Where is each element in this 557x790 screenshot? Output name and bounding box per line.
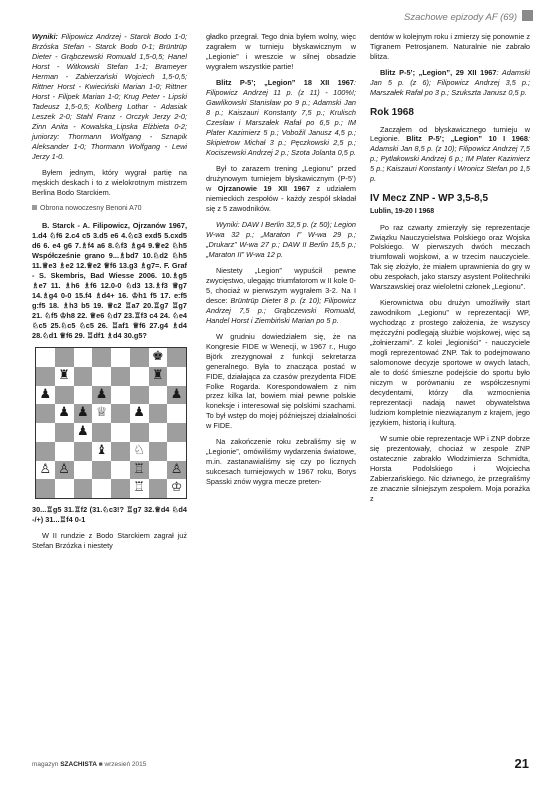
page-number: 21 [514,756,529,771]
chess-piece-square: ♟ [74,404,93,423]
chess-square [55,479,74,498]
chess-diagram [35,347,187,499]
results-label: Wyniki: [32,32,62,41]
chess-piece-square: ♟ [167,386,186,405]
chess-square [111,348,130,367]
chess-square [55,348,74,367]
paragraph: dentów w kolejnym roku i zmierzy się ponownie z Tigranem Petrosjanem. Naturalnie nie zabrało blitza. [370,32,530,61]
chess-square [36,404,55,423]
chess-piece-square: ♙ [36,461,55,480]
chess-square [149,442,168,461]
chess-square [111,442,130,461]
chess-square [55,442,74,461]
chess-square [130,386,149,405]
page-footer [32,758,529,772]
chess-piece-square: ♜ [55,367,74,386]
results-paragraph: Wyniki: DAW I Berlin 32,5 p. (z 50); Legion W-wa 32 p.; „Maraton I” W-wa 29 p.; „Drukarz” W-wa 27 p.; DAW II Berlin 15,5 p.; „Maraton II” W-wa 12 p. [206,219,356,259]
chess-square [111,367,130,386]
paragraph: Na zakończenie roku zebraliśmy się w „Legionie”, omówiliśmy wydarzenia światowe, m.in. zastanawialiśmy się czy po licznych sukcesach turniejowych w 1967 roku, Borys Spasski znów wygra mecze preten- [206,437,356,487]
chess-square [74,461,93,480]
chess-square [36,367,55,386]
chess-piece-square: ♜ [149,367,168,386]
chess-square [111,461,130,480]
chess-piece-square: ♟ [130,404,149,423]
chess-square [55,386,74,405]
column-2 [206,32,356,493]
section-heading: Rok 1968 [370,106,414,118]
column-1 [32,32,187,557]
chess-square [74,479,93,498]
paragraph: W sumie obie reprezentacje WP i ZNP dobrze się prezentowały, chociaż w zespole ZNP ostatecznie zabrakło Włodzimierza Schmidta, Horsta Podolskiego i Wojciecha Zabierzańskiego. Nic dziwnego, że przegraliśmy ze znacznie silniejszym zespołem. Moja porażka z [370,434,530,504]
chess-piece-square: ♝ [92,442,111,461]
game-moves: B. Starck - A. Filipowicz, Ojrzanów 1967, 1.d4 ♘f6 2.c4 c5 3.d5 e6 4.♘c3 exd5 5.cxd5 d6 6. e4 g6 7.♗f4 a6 8.♘f3 ♗g4 9.♕e2 ♘h5 Współcześnie grano 9...♗bd7 10.♘d2 ♘h5 11.♕e3 ♗e2 12.♕e2 ♕f6 13.g3 ♗g7=. F. Graf - S. Skembris, Bad Wiesse 2006. 10.♗g5 ♗e7 11. ♗h6 ♗f6 12.0-0 ♘d3 13.♗f3 ♕g7 14.♗g4 0-0 15.f4 ♗d4+ 16. ♔h1 f5 17. e:f5 g:f5 18. ♗h3 b5 19. ♕c2 ♖a7 20.♖g7 ♖g7 21. ♘f5 ♔h8 22. ♕e6 ♘d7 23.♖f3 c4 24. ♘e4 ♘c5 25.♘c5 ♘c5 26. ♖af1 ♕f6 27.g4 ♗d4 28.♘d1 ♕f6 29. ♖df1 ♗d4 30.g5? [32,221,187,341]
blitz-results: Blitz P-5’; „Legion”, 29 XII 1967: Adamski Jan 5 p. (z 6); Filipowicz Andrzej 3,5 p.; Marszałek Rafał po 3 p.; Szukszta Janusz 0,5 p. [370,67,530,97]
paragraph: W II rundzie z Bodo Starckiem zagrał już Stefan Brzózka i niestety [32,531,187,551]
chess-square [36,348,55,367]
chess-square [167,442,186,461]
paragraph: Zacząłem od błyskawicznego turnieju w Legionie. Blitz P-5’; „Legion” 10 I 1968: Adamski Jan 8,5 p. (z 10); Filipowicz Andrzej 7,5 p.; Pytlakowski Andrzej 6 p.; IM Plater Kazimierz 5 p.; Kaiszauri Konstanty i Wronicz Stefan po 1,5 p. [370,124,530,184]
blitz-results: Blitz P-5’; „Legion” 18 XII 1967: Filipowicz Andrzej 11 p. (z 11) - 100%!; Gawlikowski Stanisław po 9 p.; Adamski Jan 8 p.; Kaiszauri Konstanty 7,5 p.; Krulisch Czesław i Marszałek Rafał po 6,5 p.; IM Plater Kazimierz 5 p.; Vobožil Janusz 4,5 p.; Skipietrow Michał 3 p.; Pęczkowski 2,5 p.; Kociszewski Andrzej 2 p.; Szota Jolanta 0,5 p. [206,77,356,157]
chess-square [111,423,130,442]
paragraph: W grudniu dowiedziałem się, że na Kongresie FIDE w Wenecji, w 1967 r., Hugo Björk zrezygnował z funkcji sekretarza generalnego. Była to znacząca postać w FIDE, działająca za czasów prezydenta FIDE Folke Rogarda. Korespondowałem z nim przez kilka lat, bowiem miał pewne polskie koneksje i interesował się polskimi szachami. To był wstęp do mojej późniejszej działalności w FIDE. [206,331,356,431]
chess-piece-square: ♘ [130,442,149,461]
chess-square [36,479,55,498]
chess-square [130,348,149,367]
chess-square [74,386,93,405]
paragraph: Był to zarazem trening „Legionu” przed drużynowym turniejem błyskawicznym (P-5’) w Ojrzanowie 19 XII 1967 z udziałem niemieckich zespołów - każdy zespół składał się z 5 zawodników. [206,163,356,213]
chess-square [74,367,93,386]
match-subheading: Lublin, 19-20 I 1968 [370,208,435,215]
chess-piece-square: ♚ [149,348,168,367]
chess-piece-square: ♖ [130,479,149,498]
match-heading: IV Mecz ZNP - WP 3,5-8,5 [370,193,489,205]
footer-info: magazyn SZACHISTA ■ wrzesień 2015 [32,761,147,768]
chess-square [92,423,111,442]
chess-piece-square: ♟ [74,423,93,442]
chess-piece-square: ♟ [92,386,111,405]
chess-square [167,423,186,442]
chess-square [149,386,168,405]
chess-square [36,423,55,442]
chess-square [111,404,130,423]
note-square-icon [32,205,37,210]
chess-square [92,461,111,480]
results-paragraph: Wyniki: Filipowicz Andrzej - Starck Bodo 1-0; Brzóska Stefan - Starck Bodo 0-1; Brüntrüp Dieter - Grąbczewski Romuald 1,5-0,5; Hanel Horst - Witkowski Stefan 1-1; Brameyer Herman - Zabierzański Wojciech 1,5-0,5; Rittner Horst - Kwieciński Marian 1-0; Rittner Horst - Filipek Marian 1-0; Krug Peter - Lipski Tadeusz 1,5-0,5; Kollberg Lothar - Adasiak Leszek 2-0; Stahl Franz - Orczyk Jerzy 2-0; Zinn Anita - Kowalska_Lipska Elżbieta 0-2; juniorzy: Thormann Wolfgang - Sznapik Aleksander 1-0; Thormann Wolfgang - Lewi Jerzy 1-0. [32,32,187,161]
chess-square [111,479,130,498]
chess-square [167,367,186,386]
chess-square [167,348,186,367]
chess-square [149,461,168,480]
chess-piece-square: ♟ [36,386,55,405]
chess-piece-square: ♙ [167,461,186,480]
column-3 [370,32,530,510]
header-title: Szachowe epizody AF (69) [403,12,517,23]
chess-square [149,423,168,442]
paragraph: Niestety „Legion” wypuścił pewne zwycięstwo, ulegając triumfatorom w II kole 0-5, chociaż w pierwszym wygrałem 3-2. Na I desce: Brüntrüp Dieter 8 p. (z 10); Filipowicz Andrzej 7,5 p.; Grąbczewski Romuald, Handel Horst i Ziembiński Marian po 5 p. [206,265,356,325]
chess-piece-square: ♕ [92,404,111,423]
chess-square [111,386,130,405]
chess-square [36,442,55,461]
chess-square [149,404,168,423]
chess-square [130,367,149,386]
chess-square [92,348,111,367]
chess-square [149,479,168,498]
chess-piece-square: ♟ [55,404,74,423]
chess-piece-square: ♙ [55,461,74,480]
paragraph: Po raz czwarty zmierzyły się reprezentacje Związku Nauczycielstwa Polskiego oraz Wojska Polskiego. W pierwszych dwóch meczach triumfowali wojskowi, a w trzecim nauczyciele. Tak się złożyło, że miałem uprawnienia do gry w obu zespołach, jako starszy asystent Politechniki Warszawskiej oraz wieloletni członek „Legionu”. [370,222,530,292]
paragraph: Kierownictwa obu drużyn umożliwiły start zawodnikom „Legionu” w reprezentacji WP, wychodząc z prostego założenia, że wszyscy mężczyźni podlegają służbie wojskowej, więc są „żołnierzami”. Z kolei „legioniści” - nauczyciele mogli reprezentować ZNP. Tak to podejmowano salomonowe decyzje sportowe w owych latach, ale to dość śmieszne podejście do sportu było niczym w porównaniu ze współczesnymi decydentami, którzy dla wzmocnienia reprezentacji nadają nawet obywatelstwa ludziom kompletnie niezwiązanym z krajem, jego językiem, historią i kulturą. [370,298,530,428]
header-square-icon [522,10,533,21]
chess-square [74,442,93,461]
final-moves: 30...♖g5 31.♖f2 (31.♘c3!? ♖g7 32.♕d4 ♘d4 -/+) 31...♖f4 0-1 [32,505,187,525]
chess-square [130,423,149,442]
chess-square [74,348,93,367]
opening-note: Obrona nowoczesny Benoni A70 [32,204,187,214]
chess-piece-square: ♖ [130,461,149,480]
paragraph: Byłem jednym, który wygrał partię na męskich deskach i to z wielokrotnym mistrzem Berlina Bodo Starckiem. [32,167,187,197]
chess-piece-square: ♔ [167,479,186,498]
page-header [0,6,557,28]
chess-square [55,423,74,442]
chess-square [167,404,186,423]
chess-square [92,479,111,498]
chess-square [92,367,111,386]
paragraph: gładko przegrał. Tego dnia byłem wolny, więc zagrałem w turnieju błyskawicznym w „Legionie” i wreszcie w silnej obsadzie wygrałem wszystkie partie! [206,32,356,71]
